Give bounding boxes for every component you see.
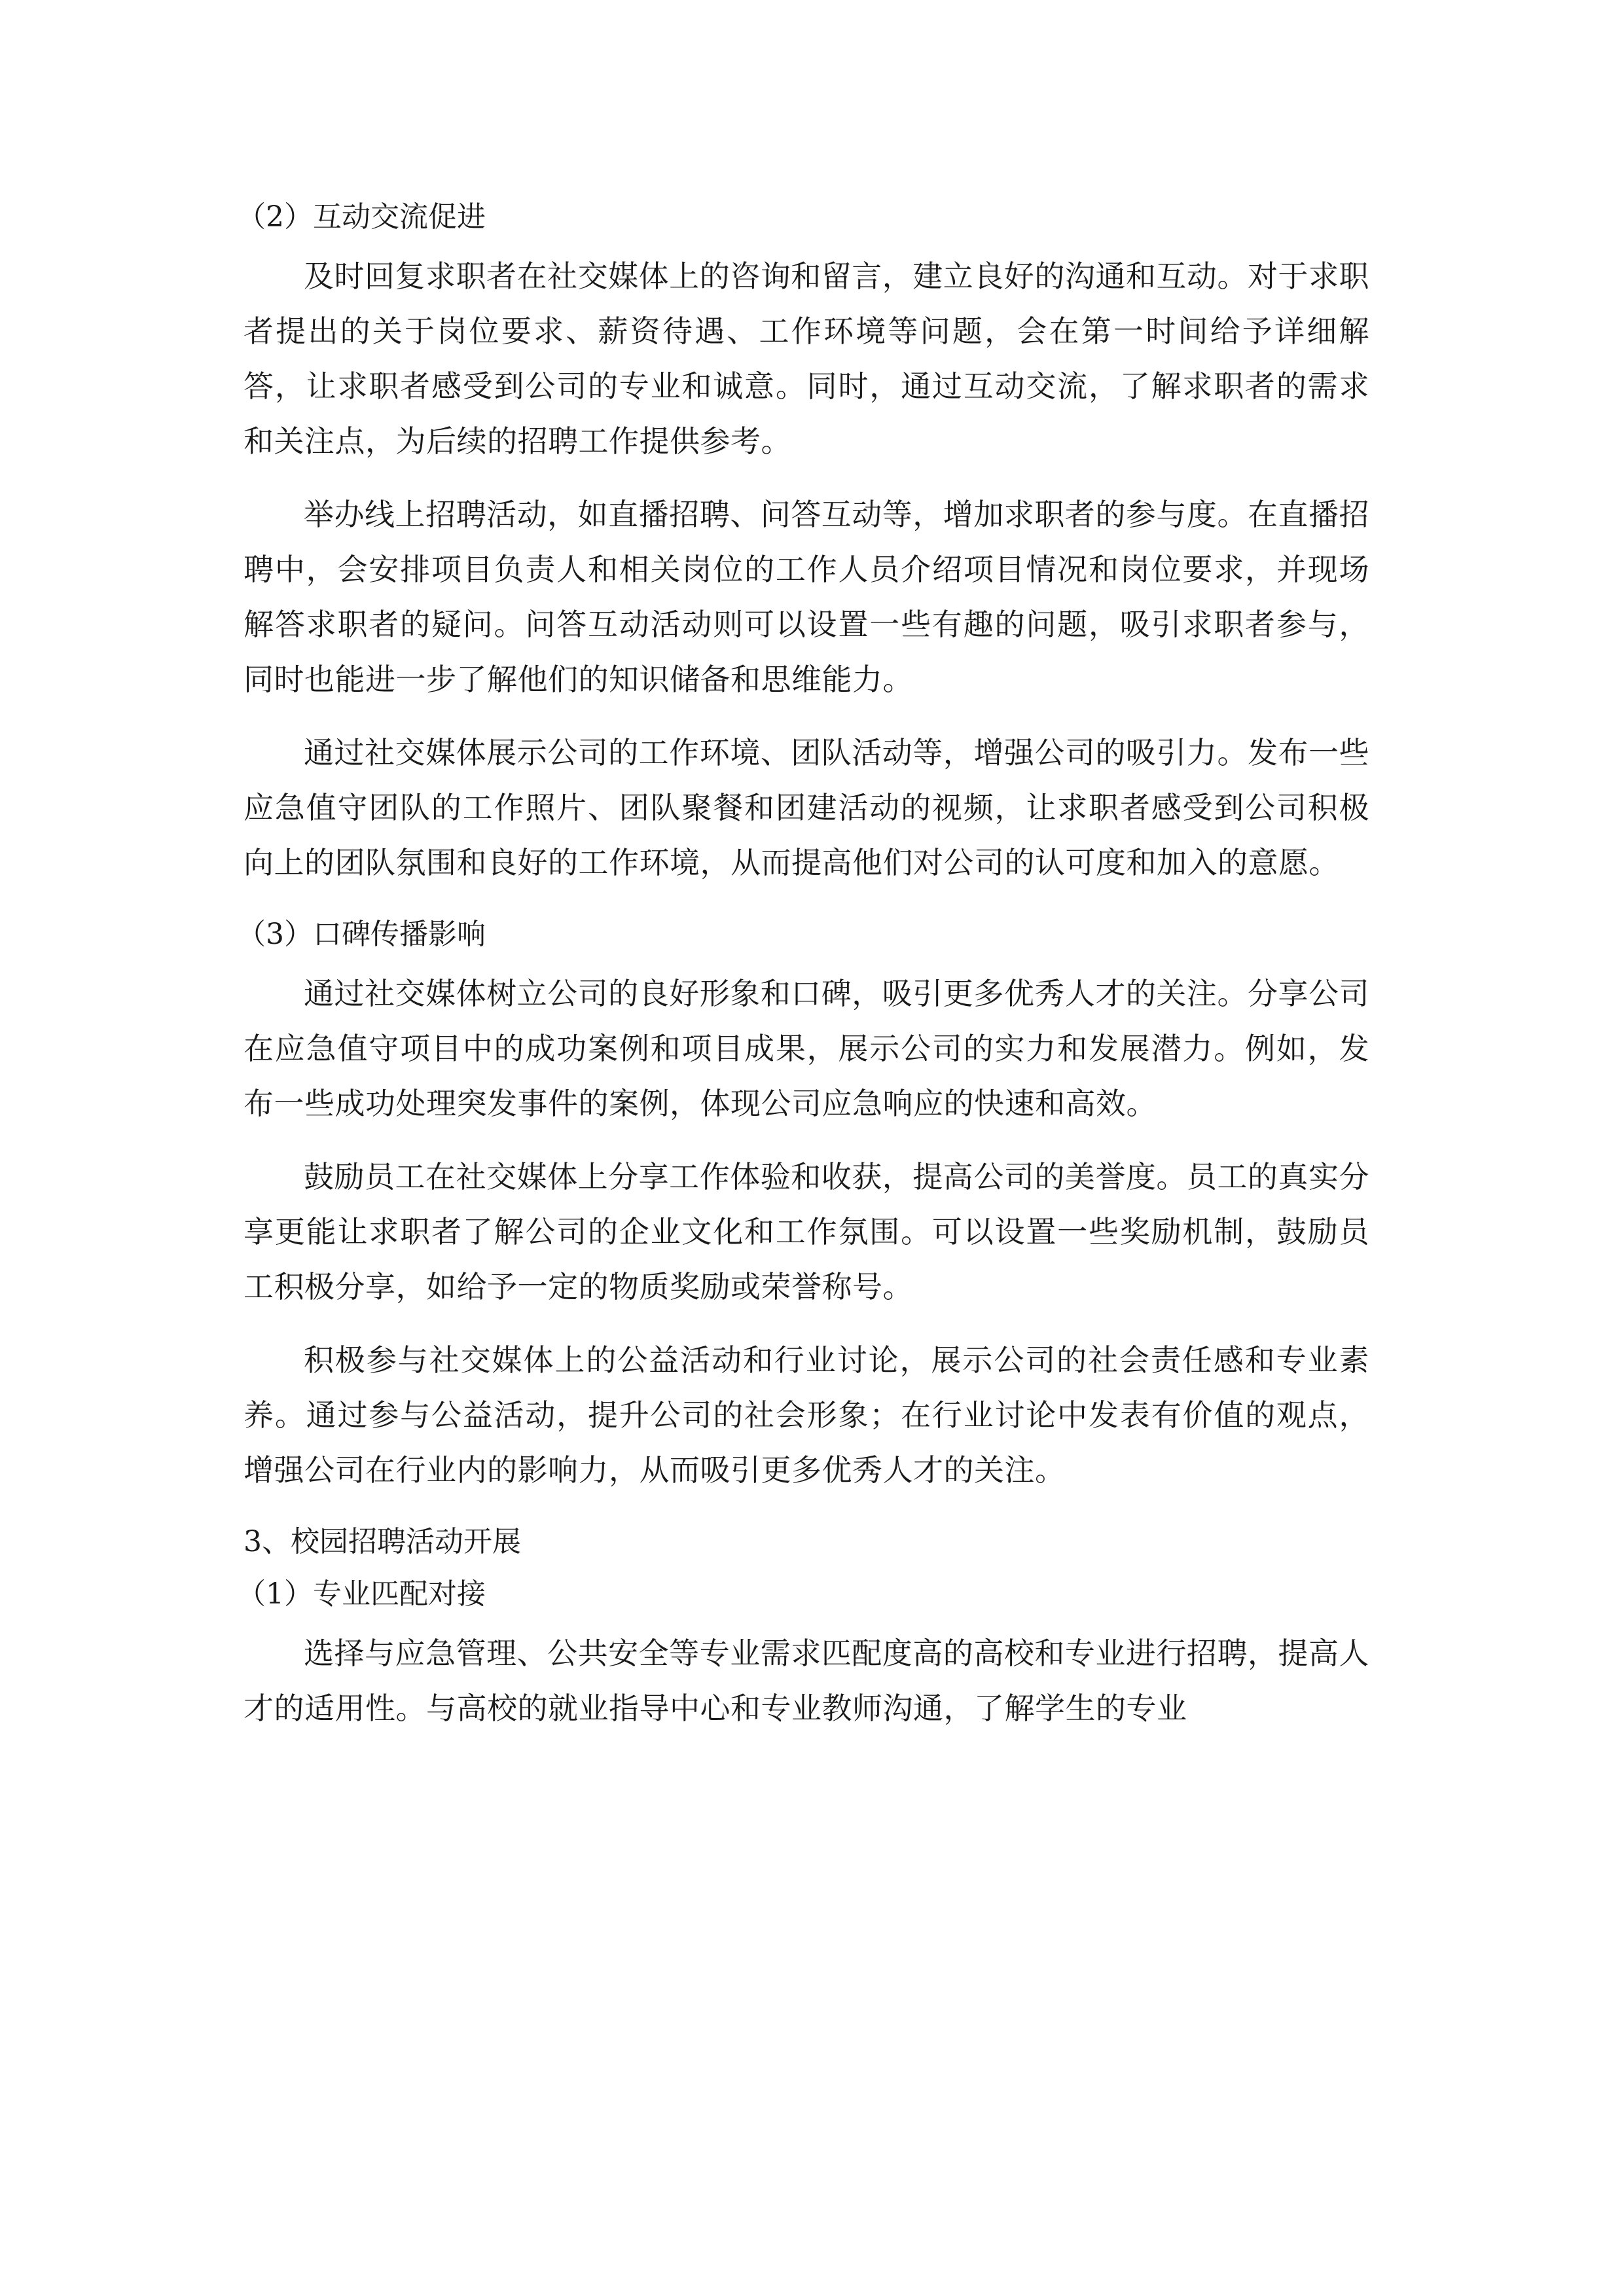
paragraph: 选择与应急管理、公共安全等专业需求匹配度高的高校和专业进行招聘，提高人才的适用性。与高校的就业指导中心和专业教师沟通，了解学生的专业 xyxy=(244,1636,1369,1726)
section-heading-word-of-mouth: （3）口碑传播影响 xyxy=(237,918,486,951)
paragraph: 通过社交媒体树立公司的良好形象和口碑，吸引更多优秀人才的关注。分享公司在应急值守项目中的成功案例和项目成果，展示公司的实力和发展潜力。例如，发布一些成功处理突发事件的案例，体现公司应急响应的快速和高效。 xyxy=(244,976,1369,1121)
document-page xyxy=(237,191,1369,1754)
section-heading-campus-recruitment: 3、校园招聘活动开展 xyxy=(244,1525,521,1558)
paragraph: 通过社交媒体展示公司的工作环境、团队活动等，增强公司的吸引力。发布一些应急值守团队的工作照片、团队聚餐和团建活动的视频，让求职者感受到公司积极向上的团队氛围和良好的工作环境，从而提高他们对公司的认可度和加入的意愿。 xyxy=(244,735,1369,880)
paragraph: 举办线上招聘活动，如直播招聘、问答互动等，增加求职者的参与度。在直播招聘中，会安排项目负责人和相关岗位的工作人员介绍项目情况和岗位要求，并现场解答求职者的疑问。问答互动活动则可以设置一些有趣的问题，吸引求职者参与，同时也能进一步了解他们的知识储备和思维能力。 xyxy=(244,497,1369,697)
paragraph: 积极参与社交媒体上的公益活动和行业讨论，展示公司的社会责任感和专业素养。通过参与公益活动，提升公司的社会形象；在行业讨论中发表有价值的观点，增强公司在行业内的影响力，从而吸引更多优秀人才的关注。 xyxy=(244,1342,1369,1488)
section-heading-major-matching: （1）专业匹配对接 xyxy=(237,1577,486,1611)
paragraph: 鼓励员工在社交媒体上分享工作体验和收获，提高公司的美誉度。员工的真实分享更能让求职者了解公司的企业文化和工作氛围。可以设置一些奖励机制，鼓励员工积极分享，如给予一定的物质奖励或荣誉称号。 xyxy=(244,1159,1369,1304)
paragraph: 及时回复求职者在社交媒体上的咨询和留言，建立良好的沟通和互动。对于求职者提出的关于岗位要求、薪资待遇、工作环境等问题，会在第一时间给予详细解答，让求职者感受到公司的专业和诚意。同时，通过互动交流，了解求职者的需求和关注点，为后续的招聘工作提供参考。 xyxy=(244,259,1369,459)
section-heading-interaction: （2）互动交流促进 xyxy=(237,200,486,234)
